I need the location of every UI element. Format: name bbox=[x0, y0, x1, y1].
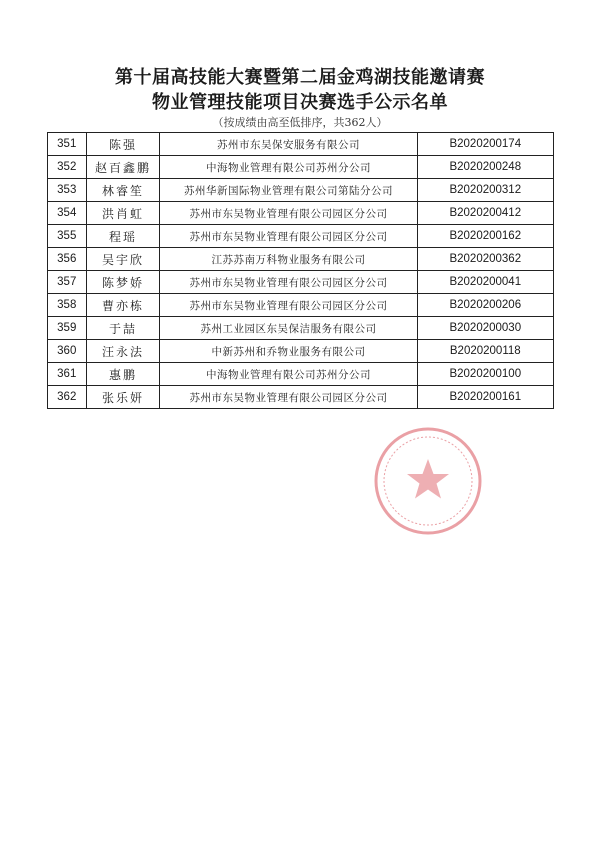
organization-cell: 江苏苏南万科物业服务有限公司 bbox=[160, 248, 417, 271]
table-row bbox=[48, 179, 554, 202]
document-title-line2: 物业管理技能项目决赛选手公示名单 bbox=[152, 92, 448, 113]
rank-cell: 361 bbox=[48, 363, 87, 386]
table-row bbox=[48, 294, 554, 317]
organization-cell: 中海物业管理有限公司苏州分公司 bbox=[160, 363, 417, 386]
name-cell: 吴宇欣 bbox=[86, 248, 160, 271]
rank-cell: 358 bbox=[48, 294, 87, 317]
organization-cell: 苏州市东吴物业管理有限公司园区分公司 bbox=[160, 225, 417, 248]
rank-cell: 359 bbox=[48, 317, 87, 340]
table-row bbox=[48, 248, 554, 271]
results-table bbox=[47, 132, 554, 409]
organization-cell: 苏州市东吴物业管理有限公司园区分公司 bbox=[160, 386, 417, 409]
rank-cell: 351 bbox=[48, 133, 87, 156]
table-row bbox=[48, 271, 554, 294]
organization-cell: 苏州市东吴保安服务有限公司 bbox=[160, 133, 417, 156]
contestant-id-cell: B2020200041 bbox=[417, 271, 553, 294]
name-cell: 汪永法 bbox=[86, 340, 160, 363]
table-row bbox=[48, 133, 554, 156]
organization-cell: 苏州市东吴物业管理有限公司园区分公司 bbox=[160, 294, 417, 317]
rank-cell: 360 bbox=[48, 340, 87, 363]
rank-cell: 355 bbox=[48, 225, 87, 248]
table-row bbox=[48, 386, 554, 409]
rank-cell: 362 bbox=[48, 386, 87, 409]
table-row bbox=[48, 363, 554, 386]
name-cell: 程瑶 bbox=[86, 225, 160, 248]
official-seal-icon bbox=[372, 425, 484, 537]
contestant-id-cell: B2020200362 bbox=[417, 248, 553, 271]
contestant-id-cell: B2020200248 bbox=[417, 156, 553, 179]
contestant-id-cell: B2020200412 bbox=[417, 202, 553, 225]
table-row bbox=[48, 225, 554, 248]
name-cell: 曹亦栋 bbox=[86, 294, 160, 317]
contestant-id-cell: B2020200174 bbox=[417, 133, 553, 156]
contestant-id-cell: B2020200118 bbox=[417, 340, 553, 363]
organization-cell: 苏州工业园区东吴保洁服务有限公司 bbox=[160, 317, 417, 340]
contestant-id-cell: B2020200312 bbox=[417, 179, 553, 202]
rank-cell: 356 bbox=[48, 248, 87, 271]
name-cell: 赵百鑫鹏 bbox=[86, 156, 160, 179]
table-row bbox=[48, 156, 554, 179]
document-subtitle: （按成绩由高至低排序，共362人） bbox=[212, 116, 388, 129]
table-row bbox=[48, 340, 554, 363]
organization-cell: 中海物业管理有限公司苏州分公司 bbox=[160, 156, 417, 179]
rank-cell: 352 bbox=[48, 156, 87, 179]
rank-cell: 357 bbox=[48, 271, 87, 294]
name-cell: 陈强 bbox=[86, 133, 160, 156]
results-table-body bbox=[48, 133, 554, 409]
organization-cell: 中新苏州和乔物业服务有限公司 bbox=[160, 340, 417, 363]
organization-cell: 苏州市东吴物业管理有限公司园区分公司 bbox=[160, 271, 417, 294]
contestant-id-cell: B2020200162 bbox=[417, 225, 553, 248]
name-cell: 惠鹏 bbox=[86, 363, 160, 386]
rank-cell: 353 bbox=[48, 179, 87, 202]
name-cell: 张乐妍 bbox=[86, 386, 160, 409]
organization-cell: 苏州华新国际物业管理有限公司第陆分公司 bbox=[160, 179, 417, 202]
contestant-id-cell: B2020200100 bbox=[417, 363, 553, 386]
contestant-id-cell: B2020200161 bbox=[417, 386, 553, 409]
contestant-id-cell: B2020200030 bbox=[417, 317, 553, 340]
table-row bbox=[48, 317, 554, 340]
table-row bbox=[48, 202, 554, 225]
document-title-line1: 第十届高技能大赛暨第二届金鸡湖技能邀请赛 bbox=[115, 67, 485, 88]
name-cell: 于喆 bbox=[86, 317, 160, 340]
organization-cell: 苏州市东吴物业管理有限公司园区分公司 bbox=[160, 202, 417, 225]
contestant-id-cell: B2020200206 bbox=[417, 294, 553, 317]
name-cell: 陈梦娇 bbox=[86, 271, 160, 294]
name-cell: 林睿笙 bbox=[86, 179, 160, 202]
name-cell: 洪肖虹 bbox=[86, 202, 160, 225]
rank-cell: 354 bbox=[48, 202, 87, 225]
